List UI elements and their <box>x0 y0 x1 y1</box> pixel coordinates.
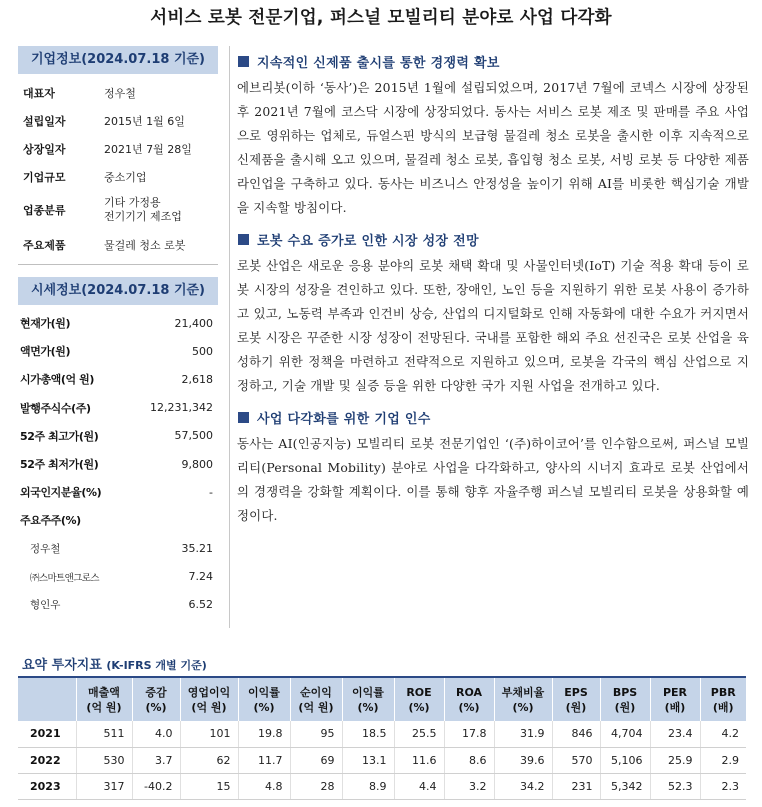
market-value: 2,618 <box>181 372 213 386</box>
column-header <box>700 677 746 721</box>
table-header-row <box>18 677 746 721</box>
table-cell: 2.9 <box>700 747 746 773</box>
info-value: 물걸레 청소 로봇 <box>104 239 186 252</box>
section-heading <box>237 50 749 72</box>
column-header-line: BPS <box>612 685 638 699</box>
section-body: 로봇 산업은 새로운 응용 분야의 로봇 채택 확대 및 사물인터넷(IoT) 기술 적용 확대 등이 로봇 시장의 성장을 견인하고 있다. 또한, 장애인, 노인 등을 지원하기 위한 로봇 사용이 증가하고 있고, 노동력 부족과 인건비 상승, 산업의 디지털화로 인해 자동화에 대한 수요가 커지면서 로봇 시장은 꾸준한 시장 성장이 전망된다. 국내를 포함한 해외 주요 선진국은 로봇 산업을 육성하기 위한 정책을 마련하고 전략적으로 지원하고 있으며, 로봇을 각국의 핵심 산업으로 지정하고, 기술 개발 및 실증 등을 위한 다양한 국가 지원 사업을 전개하고 있다. <box>237 258 749 393</box>
table-cell: 4.0 <box>132 721 180 747</box>
column-header <box>650 677 700 721</box>
column-header <box>552 677 600 721</box>
market-row <box>18 337 218 365</box>
column-header-line: (배) <box>712 700 734 714</box>
column-header <box>394 677 444 721</box>
column-header-line: (억 원) <box>86 700 122 714</box>
market-key: 주요주주(%) <box>20 514 81 528</box>
financials-title <box>22 654 207 673</box>
main-content <box>237 50 749 528</box>
table-cell: 231 <box>552 773 600 799</box>
market-row <box>18 591 218 619</box>
column-header-line: 이익률 <box>248 685 280 699</box>
column-header-line: (억 원) <box>191 700 227 714</box>
info-value-line: 기타 가정용 <box>104 196 161 209</box>
info-row <box>18 135 218 163</box>
column-header <box>444 677 494 721</box>
table-cell: 31.9 <box>494 721 552 747</box>
table-cell: 4.2 <box>700 721 746 747</box>
market-key: 현재가(원) <box>20 317 71 331</box>
market-value: 21,400 <box>174 316 213 330</box>
column-header-line: EPS <box>564 685 588 699</box>
table-cell: 8.6 <box>444 747 494 773</box>
column-header <box>132 677 180 721</box>
column-header-line: PBR <box>710 685 736 699</box>
info-value-line: 전기기기 제조업 <box>104 210 182 223</box>
info-value: 정우철 <box>104 87 136 100</box>
table-row <box>18 747 746 773</box>
column-header-line: (%) <box>458 700 480 714</box>
column-header-line: 부채비율 <box>501 685 545 699</box>
market-key: 외국인지분율(%) <box>20 486 102 500</box>
market-value: 9,800 <box>181 457 213 471</box>
column-header <box>342 677 394 721</box>
shareholder-name: ㈜스마트앤그로스 <box>30 572 99 584</box>
column-header <box>290 677 342 721</box>
table-cell: 39.6 <box>494 747 552 773</box>
column-header-line: ROE <box>406 685 432 699</box>
market-value <box>128 506 218 534</box>
column-header-line: PER <box>662 685 688 699</box>
table-cell: 62 <box>180 747 238 773</box>
company-info-table <box>18 79 218 261</box>
market-key: 액면가(원) <box>20 345 71 359</box>
table-row <box>18 721 746 747</box>
table-cell: 95 <box>290 721 342 747</box>
market-row <box>18 563 218 591</box>
column-header-line: (%) <box>512 700 534 714</box>
table-row <box>18 773 746 799</box>
table-cell: 13.1 <box>342 747 394 773</box>
table-cell: 52.3 <box>650 773 700 799</box>
column-header-line: (원) <box>614 700 636 714</box>
column-header-line: (%) <box>357 700 379 714</box>
market-info-heading: 시세정보(2024.07.18 기준) <box>18 277 218 305</box>
table-cell: 25.9 <box>650 747 700 773</box>
column-header-line: (%) <box>408 700 430 714</box>
section-heading-text: 로봇 수요 증가로 인한 시장 성장 전망 <box>257 233 479 249</box>
market-value: 57,500 <box>174 429 213 443</box>
table-cell: 28 <box>290 773 342 799</box>
info-value: 2015년 1월 6일 <box>104 115 185 128</box>
market-row <box>18 478 218 506</box>
section-heading-text: 사업 다각화를 위한 기업 인수 <box>257 411 431 427</box>
table-cell: 317 <box>76 773 132 799</box>
section-heading-text: 지속적인 신제품 출시를 통한 경쟁력 확보 <box>257 55 500 71</box>
square-bullet-icon <box>238 412 249 423</box>
column-header <box>180 677 238 721</box>
table-cell: 101 <box>180 721 238 747</box>
market-value: - <box>209 485 213 499</box>
table-cell: 530 <box>76 747 132 773</box>
column-header-line: 이익률 <box>352 685 384 699</box>
market-row <box>18 506 218 534</box>
column-header <box>76 677 132 721</box>
column-header <box>600 677 650 721</box>
column-header-line: 순이익 <box>300 685 332 699</box>
table-cell: 4,704 <box>600 721 650 747</box>
year-cell: 2021 <box>18 721 76 747</box>
shareholder-name: 형인우 <box>30 599 61 612</box>
info-row <box>18 229 218 261</box>
square-bullet-icon <box>238 56 249 67</box>
table-cell: 17.8 <box>444 721 494 747</box>
left-sidebar <box>18 46 218 619</box>
table-cell: -40.2 <box>132 773 180 799</box>
financials-title-text: 요약 투자지표 <box>22 658 102 673</box>
year-cell: 2022 <box>18 747 76 773</box>
market-value: 12,231,342 <box>150 401 213 415</box>
column-header-line: (배) <box>664 700 686 714</box>
section-body: 동사는 AI(인공지능) 모빌리티 로봇 전문기업인 ‘(주)하이코어’를 인수함으로써, 퍼스널 모빌리티(Personal Mobility) 분야로 사업을 다각화하고, 양사의 시너지 효과로 로봇 산업에서의 경쟁력을 강화할 계획이다. 이를 통해 향후 자율주행 퍼스널 모빌리티 로봇을 상용화할 예정이다. <box>237 436 749 523</box>
table-cell: 4.8 <box>238 773 290 799</box>
market-key: 발행주식수(주) <box>20 401 91 415</box>
table-cell: 18.5 <box>342 721 394 747</box>
info-row <box>18 191 218 229</box>
table-cell: 23.4 <box>650 721 700 747</box>
column-header-line: (억 원) <box>298 700 334 714</box>
table-cell: 2.3 <box>700 773 746 799</box>
info-key: 상장일자 <box>23 143 66 156</box>
table-cell: 69 <box>290 747 342 773</box>
column-header-line: (원) <box>565 700 587 714</box>
column-divider <box>229 46 230 628</box>
table-cell: 11.7 <box>238 747 290 773</box>
shareholder-pct: 7.24 <box>188 570 213 584</box>
column-header-line: (%) <box>253 700 275 714</box>
market-key: 52주 최저가(원) <box>20 458 99 472</box>
info-key: 기업규모 <box>23 171 66 184</box>
table-cell: 4.4 <box>394 773 444 799</box>
financials-table <box>18 676 746 800</box>
section-heading <box>237 228 749 250</box>
table-cell: 11.6 <box>394 747 444 773</box>
column-header-line: ROA <box>455 685 483 699</box>
info-key: 주요제품 <box>23 239 66 252</box>
company-info-heading: 기업정보(2024.07.18 기준) <box>18 46 218 74</box>
year-cell: 2023 <box>18 773 76 799</box>
market-row <box>18 422 218 450</box>
table-cell: 5,106 <box>600 747 650 773</box>
table-cell: 8.9 <box>342 773 394 799</box>
info-row <box>18 79 218 107</box>
financials-subtitle: (K-IFRS 개별 기준) <box>106 659 207 672</box>
table-cell: 846 <box>552 721 600 747</box>
shareholder-pct: 6.52 <box>188 598 213 612</box>
page-title: 서비스 로봇 전문기업, 퍼스널 모빌리티 분야로 사업 다각화 <box>150 8 612 28</box>
column-header <box>238 677 290 721</box>
info-row <box>18 163 218 191</box>
table-cell: 3.7 <box>132 747 180 773</box>
info-key: 설립일자 <box>23 115 66 128</box>
info-key: 대표자 <box>23 87 55 100</box>
market-key: 시가총액(억 원) <box>20 373 95 387</box>
info-key: 업종분류 <box>23 204 66 217</box>
square-bullet-icon <box>238 234 249 245</box>
market-row <box>18 535 218 563</box>
table-cell: 25.5 <box>394 721 444 747</box>
column-header-line: 증감 <box>145 685 167 699</box>
column-header-line: 영업이익 <box>187 685 231 699</box>
column-header-line: (%) <box>145 700 167 714</box>
table-cell: 3.2 <box>444 773 494 799</box>
column-header <box>18 677 76 721</box>
section-heading <box>237 406 749 428</box>
table-cell: 34.2 <box>494 773 552 799</box>
info-row <box>18 107 218 135</box>
table-cell: 19.8 <box>238 721 290 747</box>
table-cell: 5,342 <box>600 773 650 799</box>
info-value: 중소기업 <box>104 171 147 184</box>
market-key: 52주 최고가(원) <box>20 429 99 443</box>
column-header <box>494 677 552 721</box>
market-info-table <box>18 309 218 619</box>
shareholder-name: 정우철 <box>30 543 61 556</box>
market-row <box>18 365 218 393</box>
market-row <box>18 450 218 478</box>
shareholder-pct: 35.21 <box>181 542 213 556</box>
info-value: 2021년 7월 28일 <box>104 143 192 156</box>
column-header-line: 매출액 <box>88 685 120 699</box>
table-cell: 15 <box>180 773 238 799</box>
section-body: 에브리봇(이하 ‘동사’)은 2015년 1월에 설립되었으며, 2017년 7월에 코넥스 시장에 상장된 후 2021년 7월에 코스닥 시장에 상장되었다. 동사는 서비스 로봇 제조 및 판매를 주요 사업으로 영위하는 업체로, 듀얼스핀 방식의 보급형 물걸레 청소 로봇을 출시한 이후 지속적으로 신제품을 출시해 오고 있으며, 물걸레 청소 로봇, 흡입형 청소 로봇, 서빙 로봇 등 다양한 제품 라인업을 구축하고 있다. 동사는 비즈니스 안정성을 높이기 위해 AI를 비롯한 핵심기술 개발을 지속할 방침이다. <box>237 80 749 215</box>
table-cell: 570 <box>552 747 600 773</box>
info-value <box>96 191 218 229</box>
divider <box>18 264 218 265</box>
market-value: 500 <box>192 344 213 358</box>
market-row <box>18 309 218 337</box>
table-cell: 511 <box>76 721 132 747</box>
market-row <box>18 394 218 422</box>
